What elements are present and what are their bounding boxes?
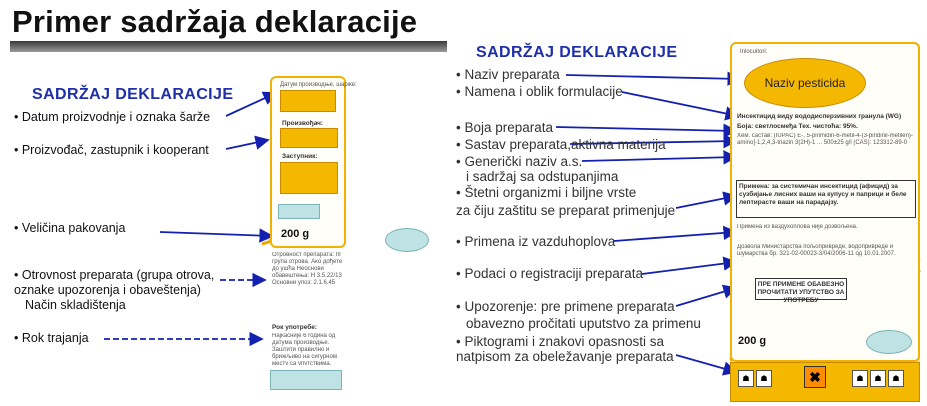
right-label-weight: 200 g	[738, 335, 767, 347]
left-item-rok: • Rok trajanja	[14, 331, 89, 345]
left-label-expiry-text: Најкасније 6 година од датума производње. Заштити правилно и брижљиво на сигурном месту са упутствима.	[272, 333, 337, 365]
arrow-naziv	[566, 75, 740, 79]
right-label-color: Боја: светлосмеђа Тех. чистоћа: 95%.	[737, 123, 858, 130]
right-label-warning-box	[755, 278, 847, 304]
left-item-otrovnost: • Otrovnost preparata (grupa otrova, oznake upozorenja i obaveštenja)	[14, 268, 215, 297]
arrow-genericki	[582, 157, 736, 161]
right-item-vazduhoplov: • Primena iz vazduhoplova	[456, 234, 616, 249]
left-label-top-text: Датум производње, шарже:	[280, 82, 357, 88]
left-label-bottom-teal	[270, 370, 342, 390]
right-label-registration: Дозвола Министарства пољопривреде, водопривреде и шумарства бр. 321-02-00023-3/04/2006-11 од 10.01.2007.	[737, 244, 896, 257]
right-label-use: Примена: за системичан инсектицид (афицид) за сузбијање лисних ваши на купусу и паприци и беле лептирасте ваши на парадајзу.	[739, 183, 907, 206]
pictogram-wash-icon: ☗	[888, 370, 904, 387]
arrow-boja	[556, 127, 736, 131]
right-label-top-text: Inlocuitori:	[740, 49, 768, 55]
arrow-upozorenje	[676, 288, 736, 306]
arrow-stetni	[676, 196, 736, 208]
page-title: Primer sadržaja deklaracije	[12, 4, 418, 39]
right-item-natpis: natpisom za obeležavanje preparata	[456, 349, 674, 364]
right-item-sastav: • Sastav preparata,aktivna materija	[456, 137, 666, 152]
right-item-boja: • Boja preparata	[456, 120, 554, 135]
harmful-x-icon	[804, 366, 826, 388]
right-label-composition: Хем. састав: (IUPAC) E-, 5-pirimidin-6-metil-4-(3-piridinil-metilen)-amino]-1,2,4,3-triazin 3(2H)-1 ... 500±25 g/l (CAS): 123312-89-0	[737, 133, 913, 146]
right-label-teal-oval	[866, 330, 912, 354]
left-label-weight: 200 g	[281, 228, 310, 240]
left-label-producer-box	[280, 128, 338, 148]
right-item-genericki: • Generički naziv a.s.	[456, 154, 583, 169]
left-item-proizvodjac: • Proizvođač, zastupnik i kooperant	[14, 143, 209, 157]
left-label-agent-box	[280, 162, 338, 194]
left-label-agent-title: Заступник:	[282, 153, 318, 160]
pictogram-boots-icon: ☗	[870, 370, 886, 387]
left-label-date-box	[280, 90, 336, 112]
arrow-namena	[622, 92, 738, 116]
pictogram-gloves-icon: ☗	[738, 370, 754, 387]
arrow-vazduhoplov	[614, 232, 736, 241]
left-item-velicina: • Veličina pakovanja	[14, 221, 126, 235]
right-item-piktogrami: • Piktogrami i znakovi opasnosti sa	[456, 334, 665, 349]
right-item-registracija: • Podaci o registraciji preparata	[456, 266, 644, 281]
left-item-skladistenje: Način skladištenja	[25, 298, 126, 312]
pictogram-protection-icon: ☗	[852, 370, 868, 387]
right-item-zastita: za čiju zaštitu se preparat primenjuje	[456, 203, 676, 218]
right-heading: SADRŽAJ DEKLARACIJE	[476, 44, 678, 61]
arrow-piktogrami	[676, 355, 736, 372]
right-label-use-box	[736, 180, 916, 218]
right-label-formulation: Инсектицид виду вододисперзивних гранула (WG)	[737, 113, 902, 120]
right-item-namena: • Namena i oblik formulacije	[456, 84, 623, 99]
right-label-aviation: Примена из ваздухоплова није дозвољена.	[737, 224, 858, 230]
left-label-teal-oval	[385, 228, 429, 252]
right-label-pesticide-name: Naziv pesticida	[764, 76, 846, 90]
arrow-datum	[226, 93, 276, 116]
right-item-naziv: • Naziv preparata	[456, 67, 560, 82]
harmful-x-glyph: ✖	[809, 368, 821, 385]
right-label-name-oval	[744, 58, 866, 108]
left-label-toxicity-text: Отровност препарата: III група отрова. Ако дођете до ушћа Неоснови обавештења: Н 3.5.22/13 Основни упоз: 2.1.6.45	[272, 252, 343, 286]
right-item-uputstvo: obavezno pročitati uputstvo za primenu	[466, 316, 701, 331]
right-item-stetni: • Štetni organizmi i biljne vrste	[456, 185, 637, 200]
arrow-velicina	[160, 232, 272, 236]
right-item-sadrzaj: i sadržaj sa odstupanjima	[466, 169, 619, 184]
arrow-proizvodjac	[226, 140, 268, 149]
left-item-datum: • Datum proizvodnje i oznaka šarže	[14, 110, 211, 124]
left-label-teal-rect	[278, 204, 320, 219]
left-label-producer-title: Произвођач:	[282, 120, 324, 127]
right-item-upozorenje: • Upozorenje: pre primene preparata	[456, 299, 675, 314]
right-label-warning: ПРЕ ПРИМЕНЕ ОБАВЕЗНО ПРОЧИТАТИ УПУТСТВО ЗА УПОТРЕБУ	[757, 281, 845, 304]
arrow-registracija	[642, 262, 736, 274]
left-label-expiry-title: Рок употребе:	[272, 324, 318, 331]
left-heading: SADRŽAJ DEKLARACIJE	[32, 86, 234, 103]
pictogram-mask-icon: ☗	[756, 370, 772, 387]
